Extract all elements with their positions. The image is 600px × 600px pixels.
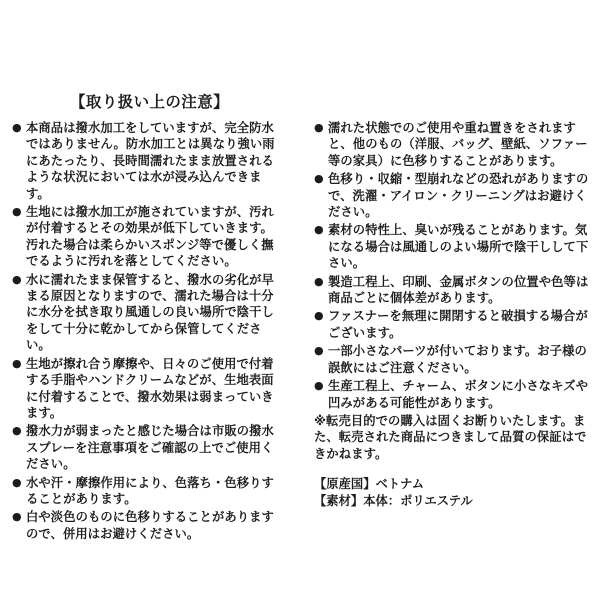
caution-item — [12, 423, 284, 472]
caution-item — [314, 120, 590, 169]
caution-text: 色移り・収縮・型崩れなどの恐れがありますので、洗濯・アイロン・クリーニングはお避けください。 — [328, 172, 589, 220]
caution-item — [314, 171, 590, 220]
caution-text: 一部小さなパーツが付いております。お子様の誤飲にはご注意ください。 — [328, 344, 587, 375]
caution-text: 汚れた場合は柔らかいスポンジ等で優しく撫でるように汚れを落としてください。 — [26, 237, 274, 269]
caution-item — [314, 343, 590, 376]
bullet-icon: ● — [12, 205, 22, 219]
bullet-icon: ● — [314, 344, 324, 358]
caution-text: 濡れた状態でのご使用や重ね置きをされますと、他のもの（洋服、バッグ、壁紙、ソファー等の家具）に色移りすることがあります。 — [328, 121, 588, 168]
caution-text: 水に濡れたまま保管すると、撥水の劣化が早まる原因となりますので、濡れた場合は十分に水分を拭き取り風通しの良い場所で陰干しをして十分に乾かしてから保管してください。 — [26, 272, 274, 353]
bullet-icon: ● — [12, 424, 22, 438]
caution-item — [12, 204, 284, 270]
caution-text: 水や汗・摩擦作用により、色落ち・色移りすることがあります。 — [26, 475, 274, 506]
caution-text: 白や淡色のものに色移りすることがありますので、併用はお避けください。 — [26, 510, 274, 541]
caution-text: 生地には撥水加工が施されていますが、汚れが付着するとその効果が低下していきます。 — [26, 205, 274, 236]
bullet-icon: ● — [12, 121, 22, 134]
left-column — [12, 120, 284, 544]
caution-text: 生地が擦れ合う摩擦や、日々のご使用で付着する手脂やハンドクリームなどが、生地表面に付着することで、撥水効果は弱まっていきます。 — [26, 356, 274, 420]
caution-item — [12, 509, 284, 542]
section-heading: 【取り扱い上の注意】 — [70, 93, 230, 111]
caution-text: 本商品は撥水加工をしていますが、完全防水ではありません。防水加工とは異なり強い雨にあたったり、長時間濡れたまま放置されるような状況においては水が浸み込んできます。 — [26, 121, 275, 201]
right-column — [314, 120, 590, 509]
bullet-icon: ● — [12, 356, 22, 370]
bullet-icon: ● — [12, 510, 22, 524]
caution-text: 素材の特性上、臭いが残ることがあります。気になる場合は風通しのよい場所で陰干しして下さい。 — [328, 223, 589, 271]
caution-item — [314, 222, 590, 271]
resale-note: ※転売目的での購入は固くお断りいたします。また、転売された商品につきまして品質の保証はできかねます。 — [314, 413, 587, 461]
caution-text: ファスナーを無理に開閉すると破損する場合がございます。 — [328, 309, 588, 340]
caution-text: 生産工程上、チャーム、ボタンに小さなキズや凹みがある可能性があります。 — [328, 379, 589, 410]
bullet-icon: ● — [314, 274, 324, 288]
bullet-icon: ● — [314, 379, 324, 393]
bullet-icon: ● — [314, 223, 324, 237]
caution-item — [314, 274, 590, 307]
caution-text: 撥水力が弱まったと感じた場合は市販の撥水スプレーを注意事項をご確認の上でご使用ください。 — [26, 424, 274, 472]
caution-item — [314, 308, 590, 341]
bullet-icon: ● — [314, 121, 324, 134]
caution-item — [12, 356, 284, 422]
country-of-origin: 【原産国】ベトナム — [314, 477, 425, 492]
caution-item — [314, 378, 590, 411]
bullet-icon: ● — [314, 309, 324, 323]
bullet-icon: ● — [12, 475, 22, 489]
caution-item — [12, 120, 284, 202]
caution-item — [12, 475, 284, 508]
bullet-icon: ● — [12, 272, 22, 286]
bullet-icon: ● — [314, 172, 324, 186]
material-info: 【素材】本体：ポリエステル — [314, 493, 473, 508]
caution-item — [12, 272, 284, 354]
caution-text: 製造工程上、印刷、金属ボタンの位置や色等は商品ごとに個体差があります。 — [328, 274, 589, 306]
